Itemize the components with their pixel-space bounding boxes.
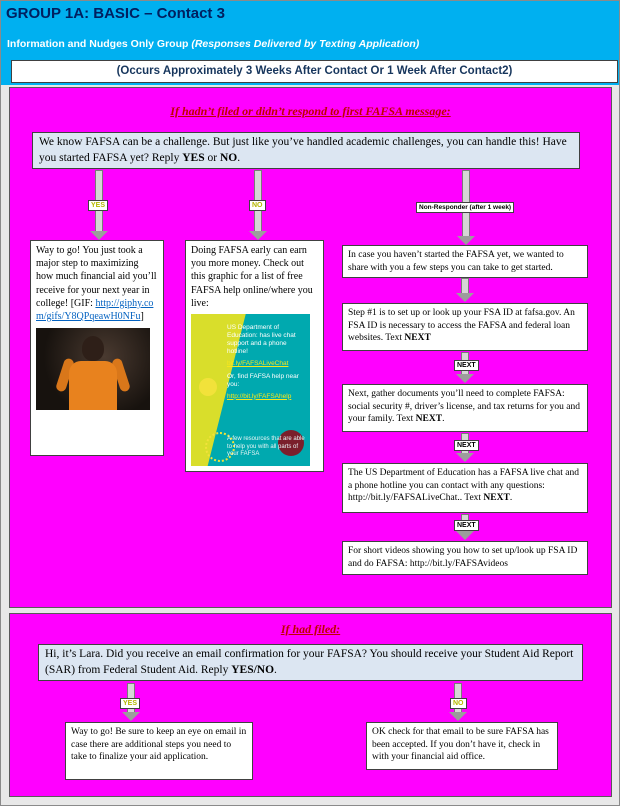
step-text-end: .	[442, 414, 445, 425]
step-keyword: NEXT	[404, 333, 431, 344]
arrow-head	[90, 231, 108, 240]
graphic-line2: Or, find FAFSA help near you:	[227, 372, 299, 388]
timing-bar	[11, 60, 618, 83]
next-label-1: NEXT	[454, 360, 479, 371]
arrow-head	[457, 236, 475, 245]
main-message-1	[32, 132, 580, 169]
main2-period: .	[274, 663, 277, 676]
main1-text: We know FAFSA can be a challenge. But just like you’ve handled academic challenges, you can handle this! Have you started FAFSA yet? Reply	[39, 136, 567, 164]
section-not-filed	[9, 87, 612, 608]
step-text: The US Department of Education has a FAFSA live chat and a phone hotline you can contact with any questions: http://bit.ly/FAFSALiveChat.. Text	[348, 468, 579, 504]
next-label-2: NEXT	[454, 440, 479, 451]
step-keyword: NEXT	[415, 414, 443, 425]
section2-title: If had filed:	[280, 622, 341, 636]
nonresponder-step-5	[342, 541, 588, 575]
arrow-head	[456, 374, 474, 383]
no-branch-text: Doing FAFSA early can earn you more money. Check out this graphic for a list of free FAFSA help online/where you live:	[191, 245, 313, 309]
no-label-2: NO	[450, 698, 467, 709]
main1-period: .	[237, 151, 241, 164]
section1-title: If hadn’t filed or didn’t respond to first FAFSA message:	[170, 104, 451, 118]
page-title: GROUP 1A: BASIC – Contact 3	[6, 5, 225, 22]
yes-branch-message	[30, 240, 164, 456]
section-had-filed	[9, 613, 612, 797]
giphy-link[interactable]: http://giphy.com/gifs/Y8QPqeawH0NFu	[36, 297, 154, 322]
step-text-end: .	[509, 493, 513, 504]
step-text: Next, gather documents you’ll need to complete FAFSA: social security #, driver’s license, and tax returns for you and your family. Text	[348, 389, 580, 425]
gif-image	[36, 328, 150, 410]
arrow-head	[456, 293, 474, 302]
arrow-head	[456, 453, 474, 462]
next-label-3: NEXT	[454, 520, 479, 531]
subtitle-paren: (Responses Delivered by Texting Application)	[191, 38, 420, 50]
no-branch-message-2: OK check for that email to be sure FAFSA has been accepted. If you don’t have it, check in with your financial aid office.	[366, 722, 558, 770]
graphic-yellow-dot	[199, 378, 217, 396]
yes-branch-text-end: ]	[140, 310, 144, 322]
yes-branch-text: Way to go! You just took a major step to maximizing how much financial aid you’ll receive for your next year in college! [GIF:	[36, 245, 157, 309]
yes-branch-message-2: Way to go! Be sure to keep an eye on email in case there are additional steps you need to take to finalize your aid application.	[65, 722, 253, 780]
main2-yesno-keyword: YES/NO	[231, 663, 275, 676]
next-arrow-1	[455, 278, 475, 302]
step-text: In case you haven’t started the FAFSA yet, we wanted to share with you a few steps you can take to get started.	[348, 250, 564, 273]
subtitle-text: Information and Nudges Only Group	[7, 38, 192, 50]
graphic-line1: US Department of Education: has live chat support and a phone hotline!	[227, 323, 296, 356]
nonresponder-step-4	[342, 463, 588, 513]
arrow-head	[122, 712, 140, 721]
arrow-head	[249, 231, 267, 240]
gif-person-torso	[69, 361, 117, 410]
graphic-link2: http://bit.ly/FAFSAhelp	[227, 392, 292, 400]
nonresponder-step-2	[342, 303, 588, 351]
nonresponder-step-3	[342, 384, 588, 432]
graphic-link1: bit.ly/FAFSALiveChat	[227, 360, 289, 368]
no-label: NO	[249, 200, 266, 211]
step-keyword: NEXT	[483, 493, 510, 504]
main1-yes-keyword: YES	[182, 151, 205, 164]
nonresponder-step-1	[342, 245, 588, 278]
main1-no-keyword: NO	[219, 151, 238, 164]
nonresponder-label: Non-Responder (after 1 week)	[416, 202, 514, 213]
main2-text: Hi, it’s Lara. Did you receive an email confirmation for your FAFSA? You should receive your Student Aid Report (SAR) from Federal Student Aid. Reply	[45, 648, 574, 676]
gif-person-head	[82, 336, 104, 361]
step-text: Step #1 is to set up or look up your FSA ID at fafsa.gov. An FSA ID is necessary to access the FAFSA and federal loan websites. Text	[348, 308, 575, 344]
yes-label: YES	[88, 200, 108, 211]
step-text: For short videos showing you how to set up/look up FSA ID and do FAFSA: http://bit.ly/FAFSAvideos	[348, 546, 578, 569]
arrow-head	[456, 531, 474, 540]
graphic-footer: A few resources that are able to help you with all parts of your FAFSA	[227, 436, 305, 457]
timing-text: (Occurs Approximately 3 Weeks After Contact Or 1 Week After Contact2)	[116, 65, 513, 77]
graphic-text	[227, 324, 307, 405]
page-subtitle	[7, 38, 419, 50]
main1-or: or	[204, 151, 220, 164]
no-branch-message	[185, 240, 324, 472]
fafsa-help-graphic	[191, 314, 310, 466]
main-message-2	[38, 644, 583, 681]
arrow-head	[449, 712, 467, 721]
yes-label-2: YES	[120, 698, 140, 709]
